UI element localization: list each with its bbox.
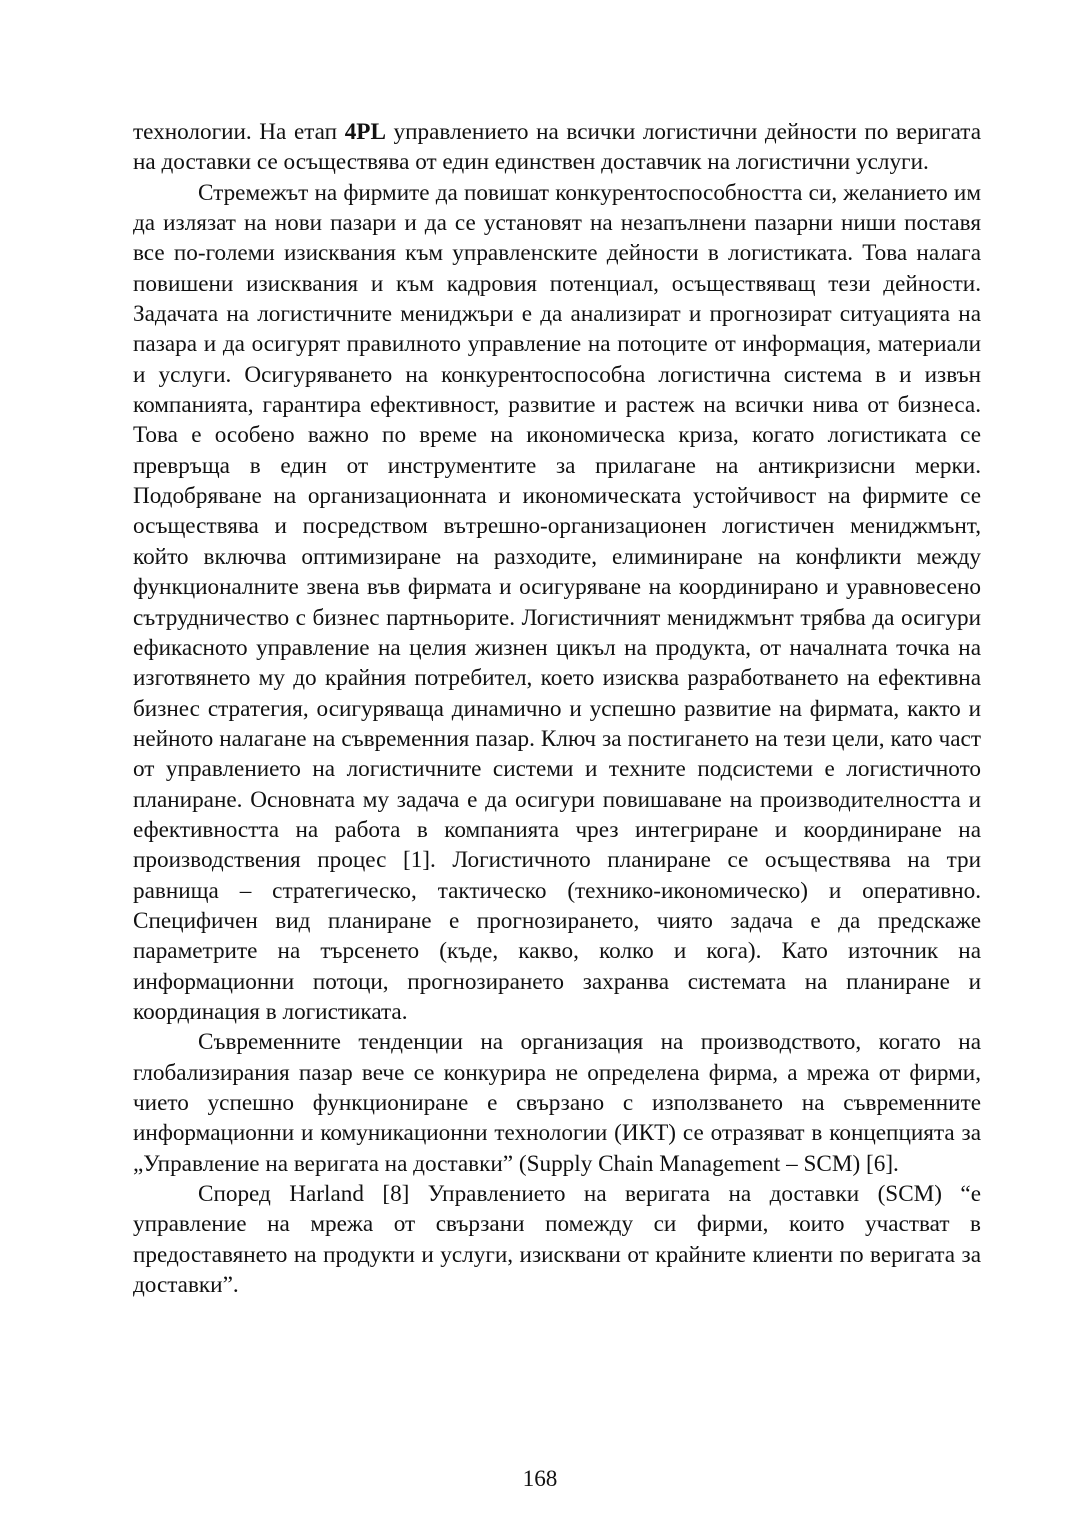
term-4pl: 4PL <box>344 119 386 145</box>
paragraph-4: Според Harland [8] Управлението на веригата на доставки (SCM) “е управление на мрежа от свързани помежду си фирми, които участват в предоставянето на продукти и услуги, изисквани от крайните клиенти по веригата за доставки”. <box>133 1181 981 1299</box>
paragraph-2: Стремежът на фирмите да повишат конкурентоспособността си, желанието им да излязат на нови пазари и да се установят на незапълнени пазарни ниши поставя все по-големи изисквания към управленските дейности в логистиката. Това налага повишени изисквания и към кадровия потенциал, осъществяващ тези дейности. Задачата на логистичните мениджъри е да анализират и прогнозират ситуацията на пазара и да осигурят правилното управление на потоците от информация, материали и услуги. Осигуряването на конкурентоспособна логистична система в и извън компанията, гарантира ефективност, развитие и растеж на всички нива от бизнеса. Това е особено важно по време на икономическа криза, когато логистиката се превръща в един от инструментите за прилагане на антикризисни мерки. Подобряване на организационната и икономическата устойчивост на фирмите се осъществява и посредством вътрешно-организационен логистичен мениджмънт, който включва оптимизиране на разходите, елиминиране на конфликти между функционалните звена във фирмата и осигуряване на координирано и уравновесено сътрудничество с бизнес партньорите. Логистичният мениджмънт трябва да осигури ефикасното управление на целия жизнен цикъл на продукта, от началната точка на изготвянето му до крайния потребител, което изисква разработването на ефективна бизнес стратегия, осигуряваща динамично и успешно развитие на фирмата, както и нейното налагане на съвременния пазар. Ключ за постигането на тези цели, като част от управлението на логистичните системи и техните подсистеми е логистичното планиране. Основната му задача е да осигури повишаване на производителността и ефективността на работа в компанията чрез интегриране и координиране на производствения процес [1]. Логистичното планиране се осъществява на три равнища – стратегическо, тактическо (технико-икономическо) и оперативно. Специфичен вид планиране е прогнозирането, чиято задача е да предскаже параметрите на търсенето (къде, какво, колко и кога). Като източник на информационни потоци, прогнозирането захранва системата на планиране и координация в логистиката. <box>133 179 981 1025</box>
document-body <box>133 117 981 1300</box>
page-number: 168 <box>522 1466 558 1492</box>
paragraph-3: Съвременните тенденции на организация на производството, когато на глобализирания пазар вече се конкурира не определена фирма, а мрежа от фирми, чието успешно функциониране е свързано с използването на съвременните информационни и комуникационни технологии (ИКТ) се отразяват в концепцията за „Управление на веригата на доставки” (Supply Chain Management – SCM) [6]. <box>133 1029 981 1177</box>
paragraph-1-start: технологии. На етап <box>133 119 345 145</box>
paragraph-1 <box>133 117 981 178</box>
paragraph-1-end: управлението на всички логистични дейности по веригата на доставки се осъществява от един единствен доставчик на логистични услуги. <box>133 119 982 176</box>
